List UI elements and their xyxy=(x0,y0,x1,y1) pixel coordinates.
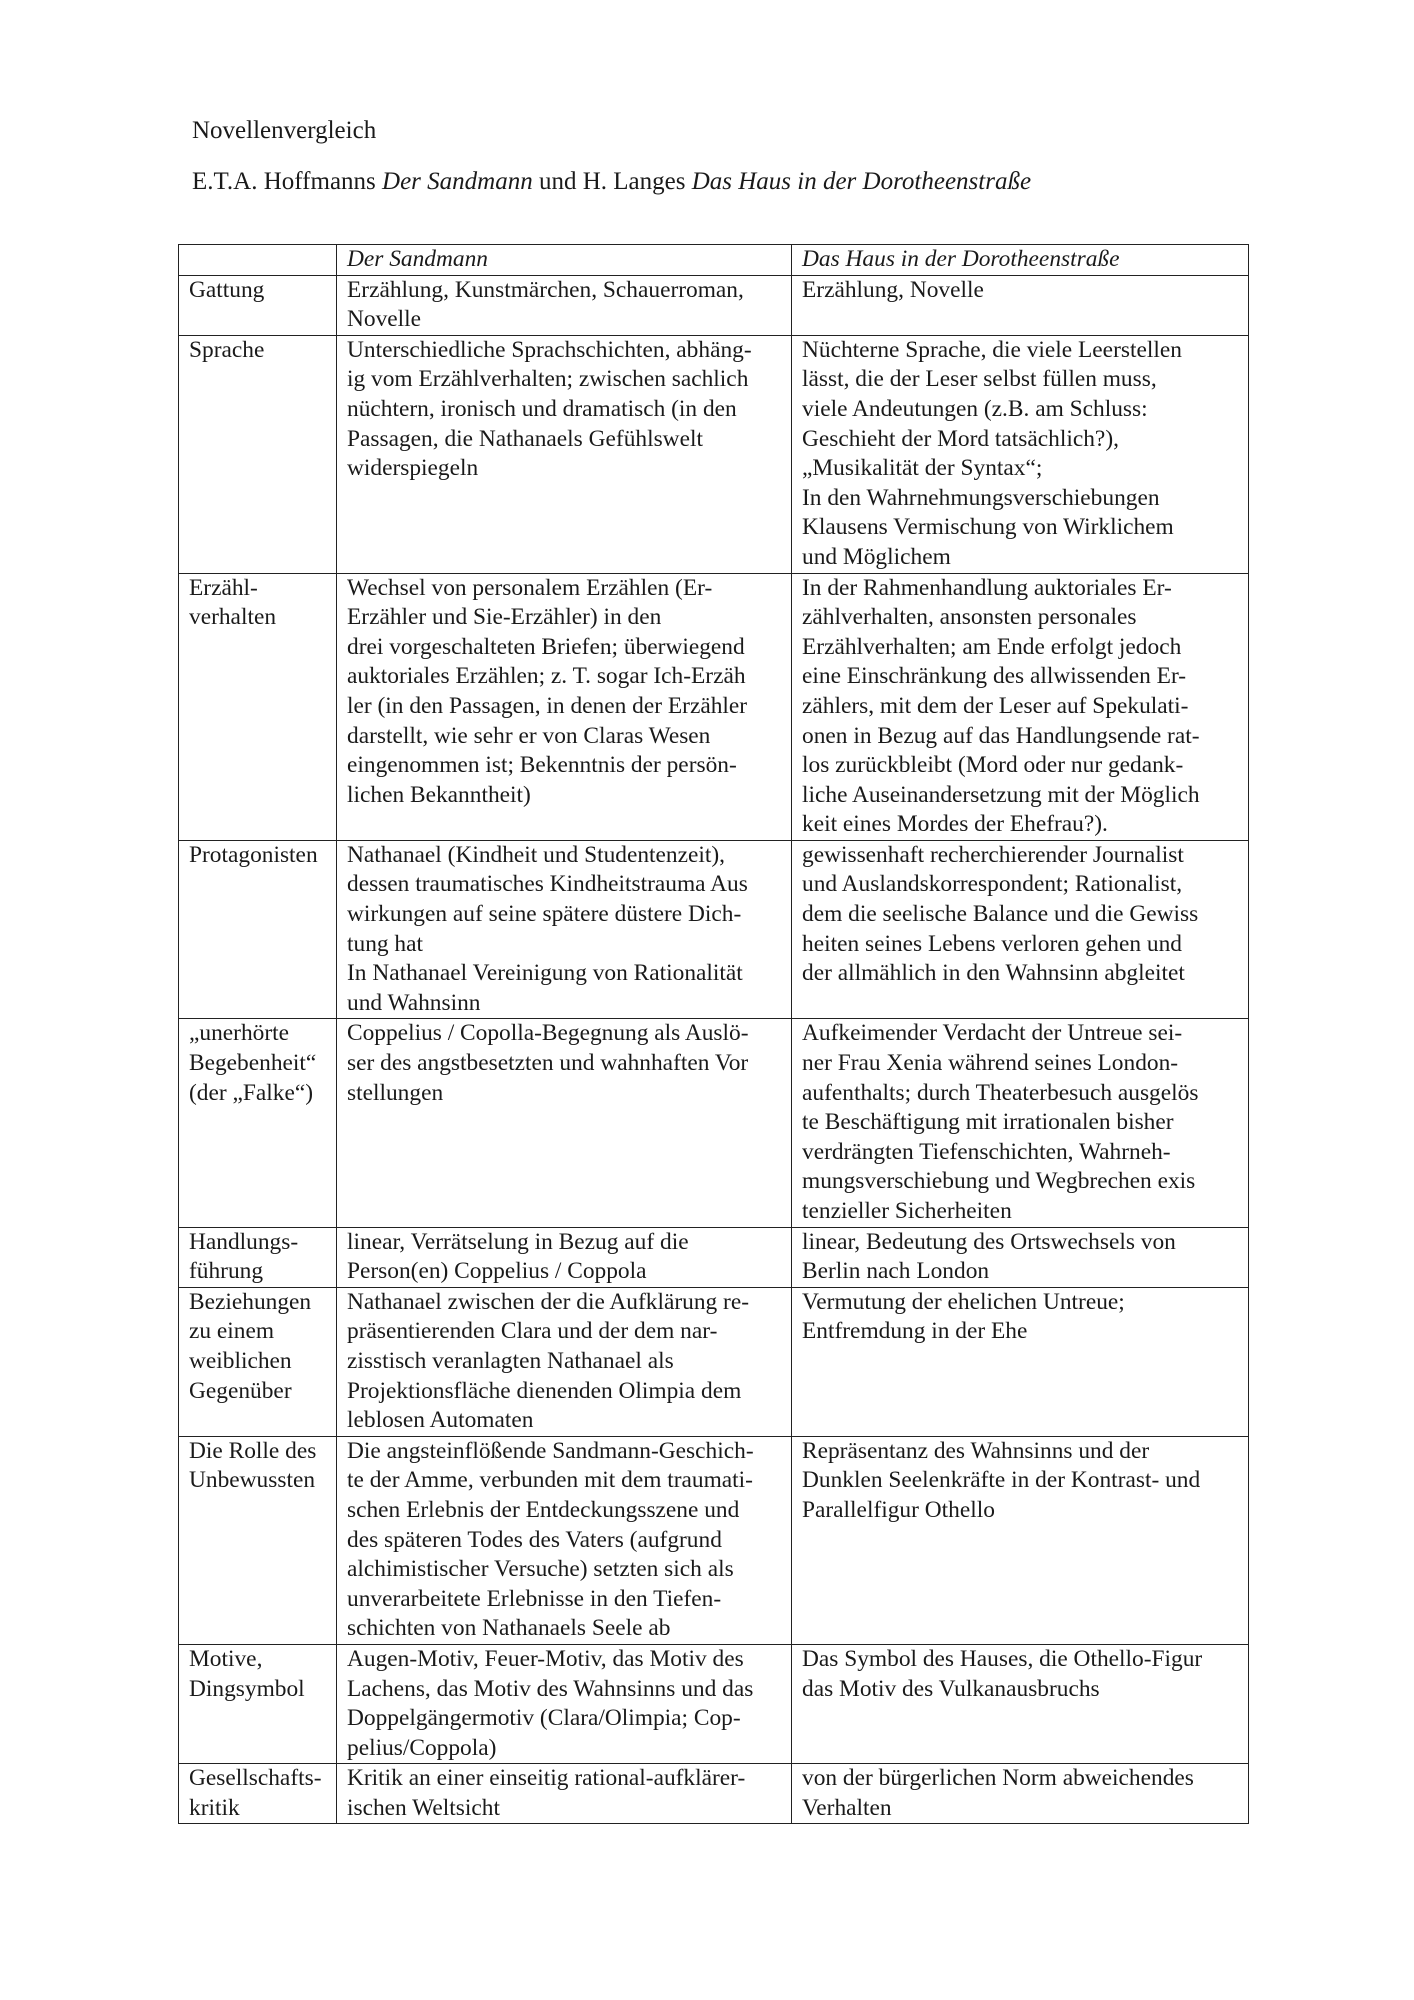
cell-text-line: zisstisch veranlagten Nathanael als xyxy=(347,1347,674,1374)
cell-text-line: In den Wahrnehmungsverschiebungen xyxy=(802,484,1160,511)
cell-text-line: (der „Falke“) xyxy=(189,1079,314,1106)
cell-text-line: lässt, die der Leser selbst füllen muss, xyxy=(802,366,1157,393)
haus-cell xyxy=(792,840,1249,1019)
cell-text-line: Aufkeimender Verdacht der Untreue sei- xyxy=(802,1020,1183,1047)
cell-text-line: mungsverschiebung und Wegbrechen exis xyxy=(802,1168,1196,1195)
row-label-cell xyxy=(179,1287,337,1436)
header-cell-empty xyxy=(179,245,337,276)
sandmann-cell xyxy=(337,573,792,840)
cell-text-line: Novelle xyxy=(347,306,422,333)
cell-text-line: lichen Bekanntheit) xyxy=(347,781,531,808)
cell-text-line: te der Amme, verbunden mit dem traumati- xyxy=(347,1467,753,1494)
row-label-cell xyxy=(179,840,337,1019)
table-row xyxy=(179,1227,1249,1287)
cell-text-line: linear, Verrätselung in Bezug auf die xyxy=(347,1228,689,1255)
subtitle-connector: und H. Langes xyxy=(532,168,692,195)
cell-text-line: onen in Bezug auf das Handlungsende rat- xyxy=(802,722,1200,749)
document-subtitle xyxy=(192,167,1031,197)
header-cell-haus: Das Haus in der Dorotheenstraße xyxy=(792,245,1249,276)
cell-text-line: dem die seelische Balance und die Gewiss xyxy=(802,901,1199,928)
cell-text-line: eingenommen ist; Bekenntnis der persön- xyxy=(347,752,737,779)
cell-text-line: aufenthalts; durch Theaterbesuch ausgelös xyxy=(802,1079,1199,1106)
cell-text-line: des späteren Todes des Vaters (aufgrund xyxy=(347,1526,722,1553)
cell-text-line: nüchtern, ironisch und dramatisch (in den xyxy=(347,395,737,422)
cell-text-line: Die Rolle des xyxy=(189,1437,317,1464)
cell-text-line: Passagen, die Nathanaels Gefühlswelt xyxy=(347,425,703,452)
cell-text-line: In der Rahmenhandlung auktoriales Er- xyxy=(802,574,1172,601)
cell-text-line: drei vorgeschalteten Briefen; überwiegend xyxy=(347,633,745,660)
cell-text-line: Erzähl- xyxy=(189,574,258,601)
cell-text-line: los zurückbleibt (Mord oder nur gedank- xyxy=(802,752,1184,779)
cell-text-line: Gesellschafts- xyxy=(189,1765,322,1792)
cell-text-line: ischen Weltsicht xyxy=(347,1794,500,1821)
sandmann-cell xyxy=(337,840,792,1019)
table-row xyxy=(179,573,1249,840)
table-row xyxy=(179,1287,1249,1436)
haus-cell xyxy=(792,573,1249,840)
table-row xyxy=(179,1019,1249,1227)
sandmann-cell xyxy=(337,1644,792,1763)
cell-text-line: Berlin nach London xyxy=(802,1258,990,1285)
cell-text-line: und Auslandskorrespondent; Rationalist, xyxy=(802,871,1183,898)
sandmann-cell xyxy=(337,1227,792,1287)
cell-text-line: ser des angstbesetzten und wahnhaften Vor xyxy=(347,1050,749,1077)
document-title: Novellenvergleich xyxy=(192,117,377,144)
cell-text-line: pelius/Coppola) xyxy=(347,1734,497,1761)
cell-text-line: und Wahnsinn xyxy=(347,989,481,1016)
cell-text-line: schen Erlebnis der Entdeckungsszene und xyxy=(347,1496,740,1523)
cell-text-line: Gegenüber xyxy=(189,1377,292,1404)
cell-text-line: Doppelgängermotiv (Clara/Olimpia; Cop- xyxy=(347,1705,741,1732)
cell-text-line: Nüchterne Sprache, die viele Leerstellen xyxy=(802,336,1182,363)
table-row xyxy=(179,335,1249,573)
cell-text-line: Handlungs- xyxy=(189,1228,299,1255)
sandmann-cell xyxy=(337,335,792,573)
cell-text-line: stellungen xyxy=(347,1079,444,1106)
cell-text-line: eine Einschränkung des allwissenden Er- xyxy=(802,663,1187,690)
table-body xyxy=(179,275,1249,1824)
cell-text-line: darstellt, wie sehr er von Claras Wesen xyxy=(347,722,711,749)
haus-cell xyxy=(792,275,1249,335)
cell-text-line: Dunklen Seelenkräfte in der Kontrast- und xyxy=(802,1467,1201,1494)
row-label-cell xyxy=(179,1644,337,1763)
cell-text-line: Entfremdung in der Ehe xyxy=(802,1318,1028,1345)
cell-text-line: zählverhalten, ansonsten personales xyxy=(802,604,1137,631)
cell-text-line: Repräsentanz des Wahnsinns und der xyxy=(802,1437,1150,1464)
row-label-cell xyxy=(179,275,337,335)
cell-text-line: ig vom Erzählverhalten; zwischen sachlich xyxy=(347,366,749,393)
cell-text-line: heiten seines Lebens verloren gehen und xyxy=(802,930,1182,957)
row-label-cell xyxy=(179,573,337,840)
cell-text-line: ner Frau Xenia während seines London- xyxy=(802,1050,1179,1077)
cell-text-line: verhalten xyxy=(189,604,277,631)
cell-text-line: Nathanael (Kindheit und Studentenzeit), xyxy=(347,841,726,868)
cell-text-line: weiblichen xyxy=(189,1347,292,1374)
cell-text-line: wirkungen auf seine spätere düstere Dich- xyxy=(347,901,742,928)
cell-text-line: zu einem xyxy=(189,1318,275,1345)
cell-text-line: Gattung xyxy=(189,276,265,303)
cell-text-line: Das Symbol des Hauses, die Othello-Figur xyxy=(802,1645,1203,1672)
cell-text-line: verdrängten Tiefenschichten, Wahrneh- xyxy=(802,1138,1171,1165)
cell-text-line: Protagonisten xyxy=(189,841,318,868)
sandmann-cell xyxy=(337,1287,792,1436)
cell-text-line: das Motiv des Vulkanausbruchs xyxy=(802,1675,1100,1702)
cell-text-line: widerspiegeln xyxy=(347,455,479,482)
cell-text-line: Kritik an einer einseitig rational-aufklärer- xyxy=(347,1765,746,1792)
cell-text-line: führung xyxy=(189,1258,264,1285)
cell-text-line: Coppelius / Copolla-Begegnung als Auslö- xyxy=(347,1020,749,1047)
cell-text-line: Beziehungen xyxy=(189,1288,312,1315)
cell-text-line: und Möglichem xyxy=(802,543,951,570)
subtitle-work1: Der Sandmann xyxy=(382,168,533,195)
cell-text-line: Lachens, das Motiv des Wahnsinns und das xyxy=(347,1675,754,1702)
table-row xyxy=(179,1436,1249,1644)
cell-text-line: Projektionsfläche dienenden Olimpia dem xyxy=(347,1377,742,1404)
row-label-cell xyxy=(179,1019,337,1227)
haus-cell xyxy=(792,1019,1249,1227)
cell-text-line: Erzählverhalten; am Ende erfolgt jedoch xyxy=(802,633,1182,660)
row-label-cell xyxy=(179,1764,337,1824)
cell-text-line: zählers, mit dem der Leser auf Spekulati- xyxy=(802,692,1189,719)
table-header-row xyxy=(179,245,1249,276)
sandmann-cell xyxy=(337,275,792,335)
cell-text-line: linear, Bedeutung des Ortswechsels von xyxy=(802,1228,1176,1255)
haus-cell xyxy=(792,1644,1249,1763)
cell-text-line: unverarbeitete Erlebnisse in den Tiefen- xyxy=(347,1585,722,1612)
cell-text-line: Sprache xyxy=(189,336,265,363)
subtitle-work2: Das Haus in der Dorotheenstraße xyxy=(691,168,1032,195)
table-row xyxy=(179,275,1249,335)
cell-text-line: leblosen Automaten xyxy=(347,1407,534,1434)
row-label-cell xyxy=(179,1227,337,1287)
cell-text-line: auktoriales Erzählen; z. T. sogar Ich-Erzäh xyxy=(347,663,746,690)
cell-text-line: Wechsel von personalem Erzählen (Er- xyxy=(347,574,713,601)
cell-text-line: Unbewussten xyxy=(189,1467,316,1494)
cell-text-line: Parallelfigur Othello xyxy=(802,1496,995,1523)
haus-cell xyxy=(792,1287,1249,1436)
cell-text-line: schichten von Nathanaels Seele ab xyxy=(347,1615,671,1642)
cell-text-line: Erzähler und Sie-Erzähler) in den xyxy=(347,604,662,631)
cell-text-line: von der bürgerlichen Norm abweichendes xyxy=(802,1765,1194,1792)
sandmann-cell xyxy=(337,1764,792,1824)
haus-cell xyxy=(792,1227,1249,1287)
cell-text-line: präsentierenden Clara und der dem nar- xyxy=(347,1318,718,1345)
cell-text-line: Augen-Motiv, Feuer-Motiv, das Motiv des xyxy=(347,1645,744,1672)
cell-text-line: Begebenheit“ xyxy=(189,1050,317,1077)
header-cell-sandmann: Der Sandmann xyxy=(337,245,792,276)
haus-cell xyxy=(792,1764,1249,1824)
cell-text-line: Die angsteinflößende Sandmann-Geschich- xyxy=(347,1437,754,1464)
haus-cell xyxy=(792,1436,1249,1644)
cell-text-line: tung hat xyxy=(347,930,424,957)
cell-text-line: dessen traumatisches Kindheitstrauma Aus xyxy=(347,871,748,898)
table-row xyxy=(179,1764,1249,1824)
cell-text-line: gewissenhaft recherchierender Journalist xyxy=(802,841,1184,868)
cell-text-line: Erzählung, Novelle xyxy=(802,276,984,303)
cell-text-line: Nathanael zwischen der die Aufklärung re- xyxy=(347,1288,750,1315)
cell-text-line: Erzählung, Kunstmärchen, Schauerroman, xyxy=(347,276,744,303)
cell-text-line: Verhalten xyxy=(802,1794,892,1821)
cell-text-line: Geschieht der Mord tatsächlich?), xyxy=(802,425,1119,452)
cell-text-line: tenzieller Sicherheiten xyxy=(802,1198,1012,1224)
sandmann-cell xyxy=(337,1019,792,1227)
haus-cell xyxy=(792,335,1249,573)
row-label-cell xyxy=(179,1436,337,1644)
cell-text-line: Klausens Vermischung von Wirklichem xyxy=(802,514,1174,541)
cell-text-line: „unerhörte xyxy=(189,1020,290,1047)
cell-text-line: Dingsymbol xyxy=(189,1675,305,1702)
cell-text-line: In Nathanael Vereinigung von Rationalität xyxy=(347,960,743,987)
table-row xyxy=(179,1644,1249,1763)
cell-text-line: Vermutung der ehelichen Untreue; xyxy=(802,1288,1125,1315)
cell-text-line: keit eines Mordes der Ehefrau?). xyxy=(802,811,1108,838)
cell-text-line: Motive, xyxy=(189,1645,263,1672)
cell-text-line: ler (in den Passagen, in denen der Erzähler xyxy=(347,692,748,719)
row-label-cell xyxy=(179,335,337,573)
cell-text-line: alchimistischer Versuche) setzten sich als xyxy=(347,1556,734,1583)
table-row xyxy=(179,840,1249,1019)
cell-text-line: kritik xyxy=(189,1794,240,1821)
subtitle-author1: E.T.A. Hoffmanns xyxy=(192,168,383,195)
cell-text-line: Unterschiedliche Sprachschichten, abhäng- xyxy=(347,336,752,363)
cell-text-line: liche Auseinandersetzung mit der Möglich xyxy=(802,781,1200,808)
cell-text-line: der allmählich in den Wahnsinn abgleitet xyxy=(802,960,1185,987)
sandmann-cell xyxy=(337,1436,792,1644)
cell-text-line: Person(en) Coppelius / Coppola xyxy=(347,1258,647,1285)
comparison-table xyxy=(178,244,1249,1824)
cell-text-line: te Beschäftigung mit irrationalen bisher xyxy=(802,1109,1174,1136)
cell-text-line: „Musikalität der Syntax“; xyxy=(802,455,1043,482)
cell-text-line: viele Andeutungen (z.B. am Schluss: xyxy=(802,395,1148,422)
